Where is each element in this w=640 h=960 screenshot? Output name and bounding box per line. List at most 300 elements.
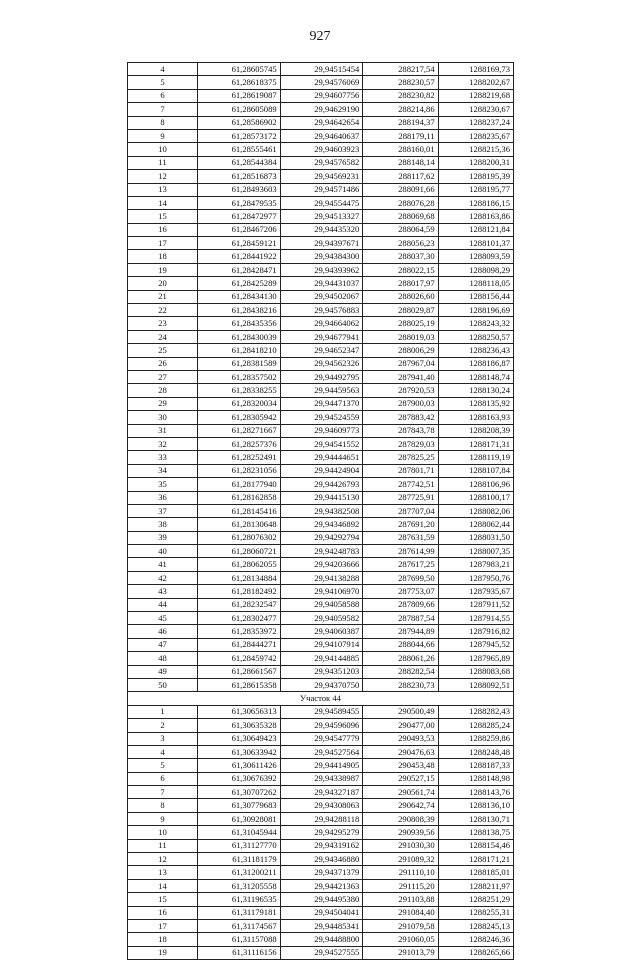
latitude-cell: 61,28467206 — [198, 223, 281, 236]
coord-y-cell: 1288101,37 — [438, 237, 513, 250]
coord-y-cell: 1288118,05 — [438, 277, 513, 290]
latitude-cell: 61,28357502 — [198, 370, 281, 383]
table-row — [128, 478, 514, 491]
longitude-cell: 29,94547779 — [280, 732, 363, 745]
coord-x-cell: 290939,56 — [363, 826, 438, 839]
longitude-cell: 29,94589455 — [280, 705, 363, 718]
point-number-cell: 19 — [128, 946, 198, 959]
latitude-cell: 61,28493603 — [198, 183, 281, 196]
section-row — [128, 692, 514, 705]
coord-x-cell: 290453,48 — [363, 759, 438, 772]
longitude-cell: 29,94203666 — [280, 558, 363, 571]
coord-y-cell: 1288259,86 — [438, 732, 513, 745]
longitude-cell: 29,94288118 — [280, 812, 363, 825]
latitude-cell: 61,28381589 — [198, 357, 281, 370]
table-row — [128, 906, 514, 919]
point-number-cell: 15 — [128, 210, 198, 223]
point-number-cell: 38 — [128, 518, 198, 531]
table-row — [128, 920, 514, 933]
coord-x-cell: 288022,15 — [363, 263, 438, 276]
longitude-cell: 29,94346880 — [280, 853, 363, 866]
coord-y-cell: 1287983,21 — [438, 558, 513, 571]
table-row — [128, 357, 514, 370]
longitude-cell: 29,94421363 — [280, 879, 363, 892]
table-row — [128, 732, 514, 745]
latitude-cell: 61,28661567 — [198, 665, 281, 678]
coord-x-cell: 288160,01 — [363, 143, 438, 156]
coord-x-cell: 288017,97 — [363, 277, 438, 290]
longitude-cell: 29,94292794 — [280, 531, 363, 544]
coord-x-cell: 287753,07 — [363, 585, 438, 598]
point-number-cell: 30 — [128, 411, 198, 424]
coordinates-table — [127, 62, 514, 960]
table-row — [128, 719, 514, 732]
point-number-cell: 8 — [128, 116, 198, 129]
longitude-cell: 29,94444651 — [280, 451, 363, 464]
longitude-cell: 29,94248783 — [280, 545, 363, 558]
latitude-cell: 61,28320034 — [198, 397, 281, 410]
point-number-cell: 3 — [128, 732, 198, 745]
coord-x-cell: 288006,29 — [363, 344, 438, 357]
table-row — [128, 665, 514, 678]
point-number-cell: 11 — [128, 156, 198, 169]
latitude-cell: 61,28573172 — [198, 129, 281, 142]
table-row — [128, 879, 514, 892]
coord-x-cell: 291013,79 — [363, 946, 438, 959]
coord-y-cell: 1288092,51 — [438, 678, 513, 691]
point-number-cell: 35 — [128, 478, 198, 491]
longitude-cell: 29,94502067 — [280, 290, 363, 303]
longitude-cell: 29,94371379 — [280, 866, 363, 879]
coord-x-cell: 288069,68 — [363, 210, 438, 223]
coord-y-cell: 1288171,31 — [438, 437, 513, 450]
longitude-cell: 29,94609773 — [280, 424, 363, 437]
longitude-cell: 29,94107914 — [280, 638, 363, 651]
longitude-cell: 29,94607756 — [280, 89, 363, 102]
latitude-cell: 61,31181179 — [198, 853, 281, 866]
coord-y-cell: 1288171,21 — [438, 853, 513, 866]
longitude-cell: 29,94471370 — [280, 397, 363, 410]
point-number-cell: 21 — [128, 290, 198, 303]
point-number-cell: 6 — [128, 772, 198, 785]
point-number-cell: 27 — [128, 370, 198, 383]
coord-x-cell: 287887,54 — [363, 612, 438, 625]
point-number-cell: 16 — [128, 906, 198, 919]
longitude-cell: 29,94106970 — [280, 585, 363, 598]
latitude-cell: 61,30635328 — [198, 719, 281, 732]
point-number-cell: 33 — [128, 451, 198, 464]
coord-y-cell: 1288237,24 — [438, 116, 513, 129]
table-row — [128, 170, 514, 183]
coord-x-cell: 291115,20 — [363, 879, 438, 892]
point-number-cell: 12 — [128, 170, 198, 183]
latitude-cell: 61,28182492 — [198, 585, 281, 598]
latitude-cell: 61,28430039 — [198, 330, 281, 343]
table-row — [128, 812, 514, 825]
coord-x-cell: 287900,03 — [363, 397, 438, 410]
coord-x-cell: 287825,25 — [363, 451, 438, 464]
table-row — [128, 76, 514, 89]
point-number-cell: 40 — [128, 545, 198, 558]
table-row — [128, 799, 514, 812]
table-row — [128, 558, 514, 571]
table-row — [128, 451, 514, 464]
longitude-cell: 29,94459563 — [280, 384, 363, 397]
table-row — [128, 156, 514, 169]
longitude-cell: 29,94677941 — [280, 330, 363, 343]
coord-y-cell: 1287914,55 — [438, 612, 513, 625]
table-row — [128, 531, 514, 544]
latitude-cell: 61,31174567 — [198, 920, 281, 933]
coord-y-cell: 1288082,06 — [438, 504, 513, 517]
latitude-cell: 61,28555461 — [198, 143, 281, 156]
longitude-cell: 29,94431037 — [280, 277, 363, 290]
point-number-cell: 14 — [128, 879, 198, 892]
longitude-cell: 29,94426793 — [280, 478, 363, 491]
coord-y-cell: 1288211,97 — [438, 879, 513, 892]
longitude-cell: 29,94596096 — [280, 719, 363, 732]
coordinates-table-body — [128, 63, 514, 960]
coord-y-cell: 1288169,73 — [438, 63, 513, 76]
longitude-cell: 29,94576582 — [280, 156, 363, 169]
latitude-cell: 61,28459742 — [198, 652, 281, 665]
table-row — [128, 63, 514, 76]
point-number-cell: 44 — [128, 598, 198, 611]
table-row — [128, 946, 514, 959]
longitude-cell: 29,94382508 — [280, 504, 363, 517]
latitude-cell: 61,31116156 — [198, 946, 281, 959]
table-row — [128, 598, 514, 611]
coord-y-cell: 1288282,43 — [438, 705, 513, 718]
coord-x-cell: 288179,11 — [363, 129, 438, 142]
longitude-cell: 29,94652347 — [280, 344, 363, 357]
table-row — [128, 612, 514, 625]
point-number-cell: 17 — [128, 920, 198, 933]
coord-x-cell: 287883,42 — [363, 411, 438, 424]
coord-x-cell: 287920,53 — [363, 384, 438, 397]
coord-x-cell: 290477,00 — [363, 719, 438, 732]
table-row — [128, 866, 514, 879]
coord-x-cell: 288025,19 — [363, 317, 438, 330]
table-row — [128, 839, 514, 852]
coord-y-cell: 1288107,84 — [438, 464, 513, 477]
longitude-cell: 29,94541552 — [280, 437, 363, 450]
coord-y-cell: 1288031,50 — [438, 531, 513, 544]
point-number-cell: 7 — [128, 103, 198, 116]
coord-y-cell: 1288119,19 — [438, 451, 513, 464]
table-row — [128, 183, 514, 196]
table-row — [128, 263, 514, 276]
latitude-cell: 61,28252491 — [198, 451, 281, 464]
latitude-cell: 61,28438216 — [198, 304, 281, 317]
longitude-cell: 29,94629190 — [280, 103, 363, 116]
longitude-cell: 29,94351203 — [280, 665, 363, 678]
coord-x-cell: 288282,54 — [363, 665, 438, 678]
coord-x-cell: 288056,23 — [363, 237, 438, 250]
latitude-cell: 61,30656313 — [198, 705, 281, 718]
coord-y-cell: 1288246,36 — [438, 933, 513, 946]
point-number-cell: 22 — [128, 304, 198, 317]
table-row — [128, 853, 514, 866]
coord-x-cell: 287967,04 — [363, 357, 438, 370]
coord-y-cell: 1288083,68 — [438, 665, 513, 678]
table-row — [128, 585, 514, 598]
latitude-cell: 61,30649423 — [198, 732, 281, 745]
latitude-cell: 61,28619087 — [198, 89, 281, 102]
coord-y-cell: 1288250,57 — [438, 330, 513, 343]
point-number-cell: 36 — [128, 491, 198, 504]
table-row — [128, 89, 514, 102]
point-number-cell: 17 — [128, 237, 198, 250]
coord-y-cell: 1288230,67 — [438, 103, 513, 116]
longitude-cell: 29,94393962 — [280, 263, 363, 276]
coord-x-cell: 288064,59 — [363, 223, 438, 236]
coord-x-cell: 288076,28 — [363, 196, 438, 209]
coord-y-cell: 1288062,44 — [438, 518, 513, 531]
coord-y-cell: 1288245,13 — [438, 920, 513, 933]
latitude-cell: 61,28425289 — [198, 277, 281, 290]
table-row — [128, 571, 514, 584]
latitude-cell: 61,28177940 — [198, 478, 281, 491]
table-row — [128, 745, 514, 758]
coord-y-cell: 1288093,59 — [438, 250, 513, 263]
point-number-cell: 47 — [128, 638, 198, 651]
latitude-cell: 61,28615358 — [198, 678, 281, 691]
coord-x-cell: 288230,82 — [363, 89, 438, 102]
coord-y-cell: 1288106,96 — [438, 478, 513, 491]
latitude-cell: 61,28338255 — [198, 384, 281, 397]
table-row — [128, 103, 514, 116]
table-row — [128, 290, 514, 303]
coord-x-cell: 291089,32 — [363, 853, 438, 866]
longitude-cell: 29,94424904 — [280, 464, 363, 477]
coord-x-cell: 291103,88 — [363, 893, 438, 906]
coord-y-cell: 1288285,24 — [438, 719, 513, 732]
longitude-cell: 29,94571486 — [280, 183, 363, 196]
latitude-cell: 61,28134884 — [198, 571, 281, 584]
coord-x-cell: 290642,74 — [363, 799, 438, 812]
longitude-cell: 29,94138288 — [280, 571, 363, 584]
coord-y-cell: 1288219,68 — [438, 89, 513, 102]
longitude-cell: 29,94495380 — [280, 893, 363, 906]
latitude-cell: 61,31200211 — [198, 866, 281, 879]
coord-x-cell: 287809,66 — [363, 598, 438, 611]
point-number-cell: 26 — [128, 357, 198, 370]
coord-x-cell: 288230,57 — [363, 76, 438, 89]
point-number-cell: 28 — [128, 384, 198, 397]
longitude-cell: 29,94415130 — [280, 491, 363, 504]
table-row — [128, 330, 514, 343]
coord-y-cell: 1288202,67 — [438, 76, 513, 89]
longitude-cell: 29,94144885 — [280, 652, 363, 665]
table-row — [128, 116, 514, 129]
coord-x-cell: 287614,99 — [363, 545, 438, 558]
latitude-cell: 61,28605745 — [198, 63, 281, 76]
coord-x-cell: 287843,78 — [363, 424, 438, 437]
latitude-cell: 61,28441922 — [198, 250, 281, 263]
table-row — [128, 424, 514, 437]
longitude-cell: 29,94576883 — [280, 304, 363, 317]
longitude-cell: 29,94370750 — [280, 678, 363, 691]
coord-x-cell: 287631,59 — [363, 531, 438, 544]
longitude-cell: 29,94059582 — [280, 612, 363, 625]
point-number-cell: 20 — [128, 277, 198, 290]
latitude-cell: 61,28076302 — [198, 531, 281, 544]
coord-y-cell: 1288138,75 — [438, 826, 513, 839]
latitude-cell: 61,28586902 — [198, 116, 281, 129]
coord-y-cell: 1288121,84 — [438, 223, 513, 236]
latitude-cell: 61,28305942 — [198, 411, 281, 424]
table-row — [128, 772, 514, 785]
longitude-cell: 29,94504041 — [280, 906, 363, 919]
latitude-cell: 61,28231056 — [198, 464, 281, 477]
coord-y-cell: 1288248,48 — [438, 745, 513, 758]
coord-y-cell: 1288186,15 — [438, 196, 513, 209]
coord-x-cell: 288117,62 — [363, 170, 438, 183]
coord-x-cell: 287699,50 — [363, 571, 438, 584]
point-number-cell: 5 — [128, 759, 198, 772]
table-row — [128, 223, 514, 236]
longitude-cell: 29,94492795 — [280, 370, 363, 383]
table-row — [128, 705, 514, 718]
longitude-cell: 29,94562326 — [280, 357, 363, 370]
table-row — [128, 437, 514, 450]
coord-y-cell: 1288208,39 — [438, 424, 513, 437]
point-number-cell: 10 — [128, 143, 198, 156]
coord-x-cell: 291110,10 — [363, 866, 438, 879]
point-number-cell: 42 — [128, 571, 198, 584]
table-row — [128, 250, 514, 263]
point-number-cell: 29 — [128, 397, 198, 410]
point-number-cell: 10 — [128, 826, 198, 839]
point-number-cell: 11 — [128, 839, 198, 852]
latitude-cell: 61,28162858 — [198, 491, 281, 504]
coord-x-cell: 290808,39 — [363, 812, 438, 825]
point-number-cell: 1 — [128, 705, 198, 718]
table-row — [128, 933, 514, 946]
longitude-cell: 29,94554475 — [280, 196, 363, 209]
table-row — [128, 491, 514, 504]
coord-x-cell: 287617,25 — [363, 558, 438, 571]
longitude-cell: 29,94603923 — [280, 143, 363, 156]
coord-y-cell: 1288235,67 — [438, 129, 513, 142]
latitude-cell: 61,28618375 — [198, 76, 281, 89]
coord-y-cell: 1288195,77 — [438, 183, 513, 196]
point-number-cell: 34 — [128, 464, 198, 477]
latitude-cell: 61,30611426 — [198, 759, 281, 772]
longitude-cell: 29,94338987 — [280, 772, 363, 785]
longitude-cell: 29,94308063 — [280, 799, 363, 812]
longitude-cell: 29,94295279 — [280, 826, 363, 839]
latitude-cell: 61,28271667 — [198, 424, 281, 437]
coord-y-cell: 1288185,01 — [438, 866, 513, 879]
latitude-cell: 61,28060721 — [198, 545, 281, 558]
coord-y-cell: 1288265,66 — [438, 946, 513, 959]
coord-x-cell: 287801,71 — [363, 464, 438, 477]
table-row — [128, 277, 514, 290]
table-row — [128, 893, 514, 906]
coord-y-cell: 1288154,46 — [438, 839, 513, 852]
latitude-cell: 61,30928081 — [198, 812, 281, 825]
longitude-cell: 29,94513327 — [280, 210, 363, 223]
longitude-cell: 29,94515454 — [280, 63, 363, 76]
point-number-cell: 6 — [128, 89, 198, 102]
coord-x-cell: 287742,51 — [363, 478, 438, 491]
latitude-cell: 61,28257376 — [198, 437, 281, 450]
point-number-cell: 8 — [128, 799, 198, 812]
longitude-cell: 29,94319162 — [280, 839, 363, 852]
coord-y-cell: 1288148,74 — [438, 370, 513, 383]
coord-y-cell: 1288007,35 — [438, 545, 513, 558]
coord-y-cell: 1287945,52 — [438, 638, 513, 651]
longitude-cell: 29,94327187 — [280, 786, 363, 799]
section-label: Участок 44 — [128, 692, 514, 705]
table-row — [128, 826, 514, 839]
table-row — [128, 210, 514, 223]
coord-x-cell: 287707,04 — [363, 504, 438, 517]
coord-x-cell: 288214,86 — [363, 103, 438, 116]
coord-x-cell: 288029,87 — [363, 304, 438, 317]
point-number-cell: 15 — [128, 893, 198, 906]
coord-y-cell: 1287935,67 — [438, 585, 513, 598]
longitude-cell: 29,94576069 — [280, 76, 363, 89]
coord-x-cell: 291030,30 — [363, 839, 438, 852]
longitude-cell: 29,94569231 — [280, 170, 363, 183]
coord-x-cell: 288037,30 — [363, 250, 438, 263]
latitude-cell: 61,28232547 — [198, 598, 281, 611]
coord-y-cell: 1288130,71 — [438, 812, 513, 825]
latitude-cell: 61,31205558 — [198, 879, 281, 892]
latitude-cell: 61,28302477 — [198, 612, 281, 625]
point-number-cell: 45 — [128, 612, 198, 625]
longitude-cell: 29,94414905 — [280, 759, 363, 772]
table-row — [128, 518, 514, 531]
latitude-cell: 61,28472977 — [198, 210, 281, 223]
coord-x-cell: 290493,53 — [363, 732, 438, 745]
coord-x-cell: 288061,26 — [363, 652, 438, 665]
point-number-cell: 24 — [128, 330, 198, 343]
point-number-cell: 23 — [128, 317, 198, 330]
point-number-cell: 9 — [128, 129, 198, 142]
latitude-cell: 61,28479535 — [198, 196, 281, 209]
coord-x-cell: 287691,20 — [363, 518, 438, 531]
point-number-cell: 18 — [128, 250, 198, 263]
latitude-cell: 61,31179181 — [198, 906, 281, 919]
longitude-cell: 29,94527555 — [280, 946, 363, 959]
table-row — [128, 625, 514, 638]
table-row — [128, 129, 514, 142]
latitude-cell: 61,28444271 — [198, 638, 281, 651]
point-number-cell: 12 — [128, 853, 198, 866]
longitude-cell: 29,94485341 — [280, 920, 363, 933]
latitude-cell: 61,28516873 — [198, 170, 281, 183]
latitude-cell: 61,30633942 — [198, 745, 281, 758]
point-number-cell: 37 — [128, 504, 198, 517]
point-number-cell: 50 — [128, 678, 198, 691]
coord-x-cell: 291084,40 — [363, 906, 438, 919]
coord-y-cell: 1287916,82 — [438, 625, 513, 638]
coord-y-cell: 1288163,86 — [438, 210, 513, 223]
longitude-cell: 29,94060387 — [280, 625, 363, 638]
point-number-cell: 32 — [128, 437, 198, 450]
point-number-cell: 2 — [128, 719, 198, 732]
coord-x-cell: 287944,89 — [363, 625, 438, 638]
coord-y-cell: 1288251,29 — [438, 893, 513, 906]
latitude-cell: 61,28145416 — [198, 504, 281, 517]
latitude-cell: 61,31127770 — [198, 839, 281, 852]
coord-y-cell: 1288156,44 — [438, 290, 513, 303]
point-number-cell: 9 — [128, 812, 198, 825]
